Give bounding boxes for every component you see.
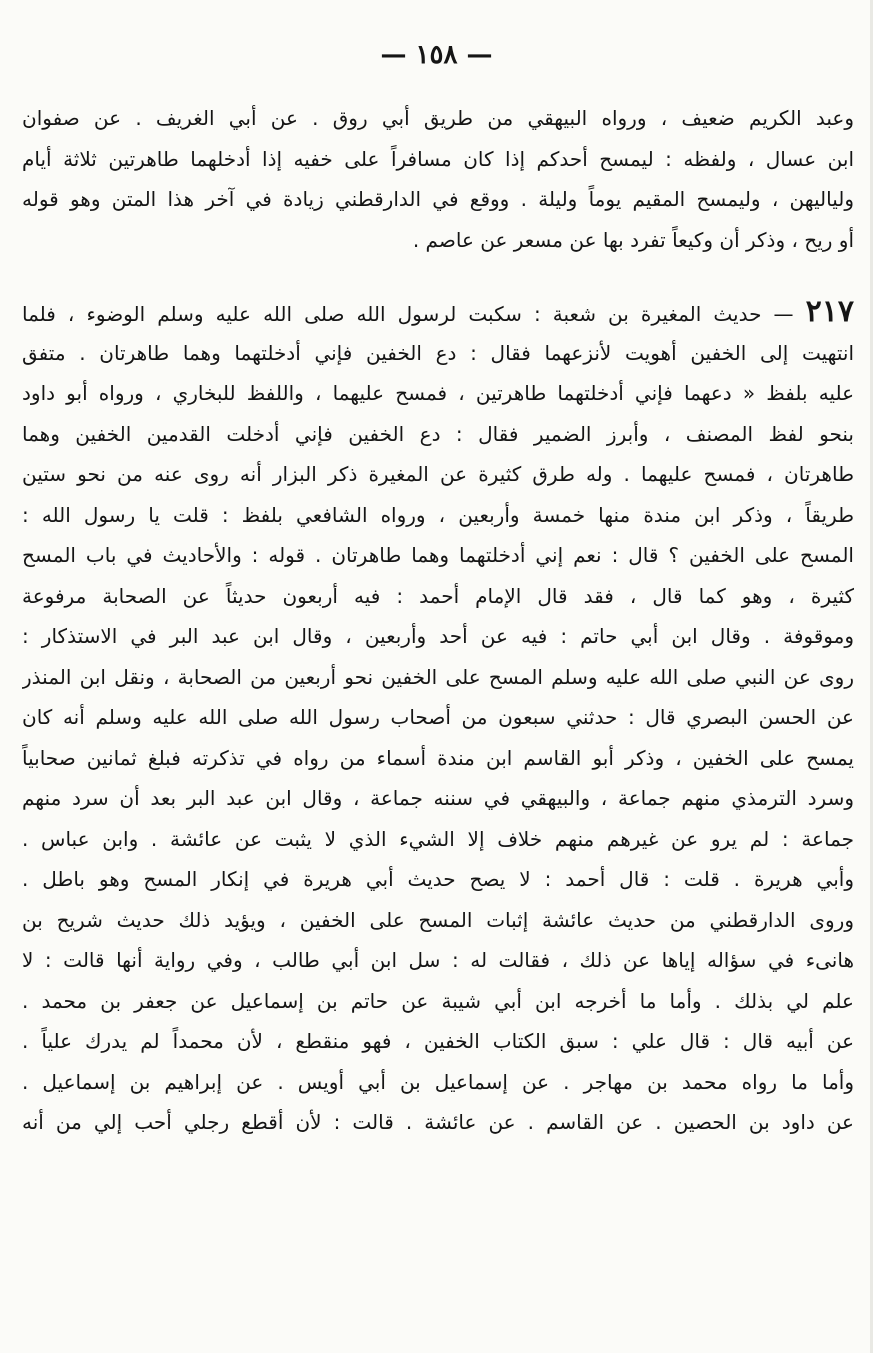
text-line: عن داود بن الحصين . عن القاسم . عن عائشة . قالت : لأن أقطع رجلي أحب إلي من أنه [22, 1110, 854, 1134]
hadith-paragraph [22, 292, 854, 1143]
text-line: عليه بلفظ « دعهما فإني أدخلتهما طاهرتين ، فمسح عليهما ، واللفظ للبخاري ، ورواه أبو داود [22, 381, 854, 405]
text-line: أو ريح ، وذكر أن وكيعاً تفرد بها عن مسعر عن عاصم . [412, 227, 854, 252]
hadith-first-line-text: — حديث المغيرة بن شعبة : سكبت لرسول الله صلى الله عليه وسلم الوضوء ، فلما [22, 302, 794, 326]
text-line: وأما ما رواه محمد بن مهاجر . عن إسماعيل بن أبي أويس . عن إبراهيم بن إسماعيل . [22, 1069, 854, 1094]
text-line: روى عن النبي صلى الله عليه وسلم المسح على الخفين نحو أربعين من الصحابة ، ونقل ابن المنذر [22, 664, 854, 689]
text-line: وموقوفة . وقال ابن أبي حاتم : فيه عن أحد وأربعين ، وقال ابن عبد البر في الاستذكار : [22, 624, 854, 648]
hadith-number: ٢١٧ [805, 294, 854, 329]
text-line: انتهيت إلى الخفين أهويت لأنزعهما فقال : دع الخفين فإني أدخلتهما وهما طاهرتان . متفق [22, 340, 854, 365]
text-line: طاهرتان ، فمسح عليهما . وله طرق كثيرة عن المغيرة ذكر البزار أنه روى عنه من نحو ستين [22, 462, 854, 486]
text-line: علم لي بذلك . وأما ما أخرجه ابن أبي شيبة عن حاتم بن إسماعيل عن جعفر بن محمد . [22, 988, 854, 1013]
text-line: كثيرة ، وهو كما قال ، فقد قال الإمام أحمد : فيه أربعون حديثاً عن الصحابة مرفوعة [22, 583, 854, 608]
text-line: وروى الدارقطني من حديث عائشة إثبات المسح على الخفين ، ويؤيد ذلك حديث شريح بن [22, 907, 854, 932]
page-number: — ١٥٨ — [380, 40, 493, 70]
text-line: المسح على الخفين ؟ قال : نعم إني أدخلتهما وهما طاهرتان . قوله : والأحاديث في باب المسح [22, 543, 854, 567]
text-line: وعبد الكريم ضعيف ، ورواه البيهقي من طريق أبي روق . عن أبي الغريف . عن صفوان [22, 106, 854, 130]
text-line: طريقاً ، وذكر ابن مندة منها خمسة وأربعين ، ورواه الشافعي بلفظ : قلت يا رسول الله : [22, 502, 854, 527]
text-line: بنحو لفظ المصنف ، وأبرز الضمير فقال : دع الخفين فإني أدخلت القدمين الخفين وهما [22, 421, 854, 446]
text-line: هانىء في سؤاله إياها عن ذلك ، فقالت له : سل ابن أبي طالب ، وفي رواية أنها قالت : لا [22, 948, 854, 972]
text-line: جماعة : لم يرو عن غيرهم منهم خلاف إلا الشيء الذي لا يثبت عن عائشة . وابن عباس . [22, 826, 854, 851]
text-line: عن الحسن البصري قال : حدثني سبعون من أصحاب رسول الله صلى الله عليه وسلم أنه كان [22, 705, 854, 729]
text-line: ابن عسال ، ولفظه : ليمسح أحدكم إذا كان مسافراً على خفيه إذا أدخلهما طاهرتين ثلاثة أيام [22, 146, 854, 171]
text-line: ولياليهن ، وليمسح المقيم يوماً وليلة . ووقع في الدارقطني زيادة في آخر هذا المتن وهو قوله [22, 187, 854, 211]
text-line: وسرد الترمذي منهم جماعة ، والبيهقي في سننه جماعة ، وقال ابن عبد البر بعد أن سرد منهم [22, 786, 854, 810]
hadith-first-line [22, 292, 854, 333]
top-paragraph [22, 98, 854, 260]
text-line: عن أبيه قال : قال علي : سبق الكتاب الخفين ، فهو منقطع ، لأن محمداً لم يدرك علياً . [22, 1029, 854, 1053]
text-line: يمسح على الخفين ، وذكر أبو القاسم ابن مندة أسماء من رواه في تذكرته فبلغ ثمانين صحابياً [22, 745, 854, 770]
text-line: وأبي هريرة . قلت : قال أحمد : لا يصح حديث أبي هريرة في إنكار المسح وهو باطل . [22, 867, 854, 891]
